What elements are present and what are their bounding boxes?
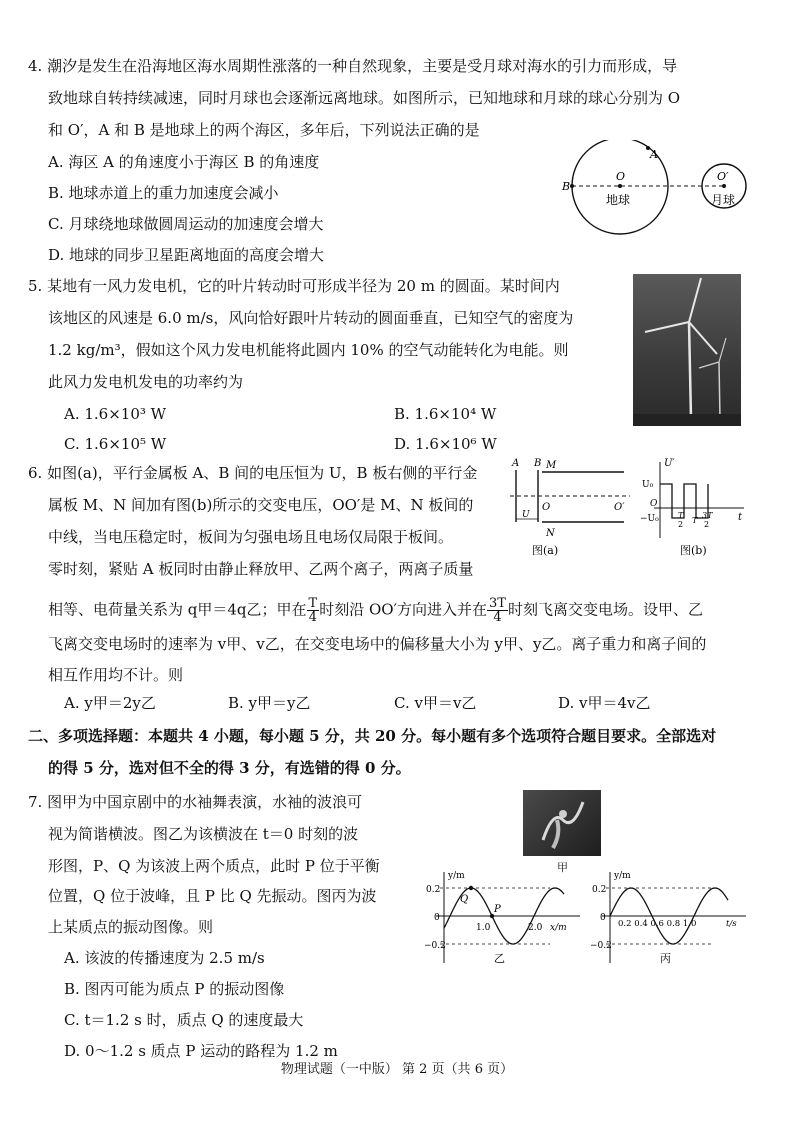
- q5-line-4: 此风力发电机发电的功率约为: [48, 373, 244, 391]
- q4-line-1: 4. 潮汐是发生在沿海地区海水周期性涨落的一种自然现象，主要是受月球对海水的引力而形成，导: [28, 57, 678, 75]
- figb-label-t: t: [738, 512, 743, 523]
- q6-option-d: D. v甲＝4v乙: [558, 694, 651, 712]
- fraction-t-over-4: [307, 597, 320, 624]
- yi-label-p: P: [494, 904, 501, 915]
- q4-option-a: A. 海区 A 的角速度小于海区 B 的角速度: [48, 153, 320, 171]
- figb-label-u-prime: U′: [664, 458, 675, 469]
- earth-center: [618, 184, 622, 188]
- figa-label-o: O: [542, 502, 551, 513]
- q7-option-d: D. 0～1.2 s 质点 P 运动的路程为 1.2 m: [64, 1042, 338, 1060]
- q4-option-c: C. 月球绕地球做圆周运动的加速度会增大: [48, 215, 324, 233]
- yi-ytick-zero: 0: [434, 913, 440, 923]
- q5-option-a: A. 1.6×10³ W: [64, 405, 167, 423]
- frac2-den: 4: [493, 610, 502, 625]
- yi-ytick-bottom: −0.2: [424, 941, 446, 951]
- page-footer: 物理试题（一中版） 第 2 页（共 6 页）: [280, 1062, 514, 1077]
- figb-tick-t-half-num: T: [678, 511, 684, 520]
- yi-ylabel: y/m: [448, 871, 465, 881]
- figure-bing-vibration: [590, 868, 750, 968]
- bing-caption: 丙: [660, 952, 671, 965]
- yi-xtick-2: 2.0: [528, 923, 543, 933]
- opera-dance-photo: [523, 790, 601, 856]
- photo-caption-jia: 甲: [557, 861, 568, 874]
- fraction-3t-over-4: [487, 597, 508, 624]
- yi-xtick-1: 1.0: [476, 923, 491, 933]
- q6-line-5: [48, 597, 703, 624]
- figb-tick-3t-half-num: 3T: [702, 511, 713, 520]
- bing-ytick-zero: 0: [600, 913, 606, 923]
- figa-label-n: N: [546, 528, 555, 539]
- q6-option-b: B. y甲＝y乙: [228, 694, 311, 712]
- frac1-den: 4: [308, 610, 317, 625]
- figb-caption: 图(b): [680, 544, 707, 557]
- q7-option-a: A. 该波的传播速度为 2.5 m/s: [64, 949, 265, 967]
- q5-line-1: 5. 某地有一风力发电机，它的叶片转动时可形成半径为 20 m 的圆面。某时间内: [28, 277, 560, 295]
- figb-label-o: O: [650, 499, 658, 509]
- figb-label-neg-u0: −U₀: [640, 514, 659, 524]
- wind-turbine-image: [633, 274, 741, 426]
- figa-label-m: M: [546, 460, 557, 471]
- q7-line-4: 位置，Q 位于波峰，且 P 比 Q 先振动。图丙为波: [48, 887, 377, 905]
- label-a: A: [650, 148, 658, 161]
- section-2-line-1: 二、多项选择题：本题共 4 小题，每小题 5 分，共 20 分。每小题有多个选项符合题目要求。全部选对: [28, 727, 717, 745]
- q7-option-b: B. 图丙可能为质点 P 的振动图像: [64, 980, 285, 998]
- label-earth: 地球: [606, 193, 631, 207]
- figure-b-voltage: [640, 456, 750, 568]
- frac2-num: 3T: [488, 596, 506, 611]
- q4-line-2: 致地球自转持续减速，同时月球也会逐渐远离地球。如图所示，已知地球和月球的球心分别为 O: [48, 89, 681, 107]
- figa-caption: 图(a): [532, 544, 559, 557]
- opera-dance-image: [523, 790, 601, 856]
- q5-option-b: B. 1.6×10⁴ W: [394, 405, 497, 423]
- section-2-line-2: 的得 5 分，选对但不全的得 3 分，有选错的得 0 分。: [48, 759, 411, 777]
- q5-option-d: D. 1.6×10⁶ W: [394, 435, 497, 453]
- bing-ytick-bottom: −0.2: [590, 941, 612, 951]
- figb-tick-3t-half-den: 2: [704, 520, 710, 529]
- q7-line-1: 7. 图甲为中国京剧中的水袖舞表演，水袖的波浪可: [28, 793, 363, 811]
- q7-line-5: 上某质点的振动图像。则: [48, 918, 214, 936]
- figb-label-u0: U₀: [642, 480, 654, 490]
- q4-option-b: B. 地球赤道上的重力加速度会减小: [48, 184, 279, 202]
- figa-label-b: B: [534, 458, 542, 469]
- bing-ylabel: y/m: [614, 871, 631, 881]
- q6-line-5a: 相等、电荷量关系为 q甲＝4q乙；甲在: [48, 600, 307, 619]
- q6-line-1: 6. 如图(a)，平行金属板 A、B 间的电压恒为 U，B 板右侧的平行金: [28, 464, 478, 482]
- yi-caption: 乙: [494, 952, 505, 965]
- yi-point-q: [469, 886, 473, 890]
- figb-square-wave: [660, 484, 708, 518]
- q6-line-7: 相互作用均不计。则: [48, 666, 184, 684]
- figure-yi-wave: [424, 868, 584, 968]
- bing-ytick-top: 0.2: [592, 885, 607, 895]
- q7-line-3: 形图，P、Q 为该波上两个质点，此时 P 位于平衡: [48, 857, 380, 875]
- figa-label-u: U: [522, 510, 530, 520]
- q6-line-4: 零时刻，紧贴 A 板同时由静止释放甲、乙两个离子，两离子质量: [48, 560, 474, 578]
- q7-line-2: 视为简谐横波。图乙为该横波在 t＝0 时刻的波: [48, 825, 359, 843]
- label-o: O: [616, 170, 626, 183]
- frac1-num: T: [308, 596, 318, 611]
- q6-option-a: A. y甲＝2y乙: [64, 694, 156, 712]
- earth-moon-diagram: [560, 140, 760, 250]
- bing-xlabel: t/s: [726, 919, 737, 929]
- yi-ytick-top: 0.2: [426, 885, 441, 895]
- bing-xticks: 0.2 0.4 0.6 0.8 1.0: [618, 919, 697, 929]
- yi-label-q: Q: [460, 894, 469, 905]
- q6-line-3: 中线，当电压稳定时，板间为匀强电场且电场仅局限于板间。: [48, 528, 454, 546]
- label-b: B: [562, 180, 571, 193]
- q6-line-6: 飞离交变电场时的速率为 v甲、v乙，在交变电场中的偏移量大小为 y甲、y乙。离子重力和离子间的: [48, 635, 707, 653]
- q6-line-5c: 时刻飞离交变电场。设甲、乙: [507, 600, 703, 619]
- q6-line-2: 属板 M、N 间加有图(b)所示的交变电压，OO′是 M、N 板间的: [48, 496, 474, 514]
- q6-line-5b: 时刻沿 OO′方向进入并在: [319, 600, 487, 619]
- moon-center: [722, 184, 726, 188]
- label-o-prime: O′: [717, 170, 729, 183]
- figb-tick-t: T: [692, 516, 698, 525]
- q4-option-d: D. 地球的同步卫星距离地面的高度会增大: [48, 246, 325, 264]
- label-moon: 月球: [711, 193, 736, 207]
- point-b: [570, 184, 574, 188]
- wind-turbine-photo: [633, 274, 741, 426]
- q5-line-3: 1.2 kg/m³，假如这个风力发电机能将此圆内 10% 的空气动能转化为电能。则: [48, 341, 569, 359]
- q6-option-c: C. v甲＝v乙: [394, 694, 477, 712]
- q7-option-c: C. t＝1.2 s 时，质点 Q 的速度最大: [64, 1011, 304, 1029]
- yi-xlabel: x/m: [550, 923, 567, 933]
- q4-line-3: 和 O′，A 和 B 是地球上的两个海区，多年后，下列说法正确的是: [48, 121, 480, 139]
- figa-label-o-prime: O′: [614, 502, 625, 513]
- figb-tick-t-half-den: 2: [678, 520, 684, 529]
- q5-option-c: C. 1.6×10⁵ W: [64, 435, 167, 453]
- figa-label-a: A: [512, 458, 520, 469]
- figure-a-plates: [506, 456, 636, 568]
- q5-line-2: 该地区的风速是 6.0 m/s，风向恰好跟叶片转动的圆面垂直，已知空气的密度为: [48, 309, 574, 327]
